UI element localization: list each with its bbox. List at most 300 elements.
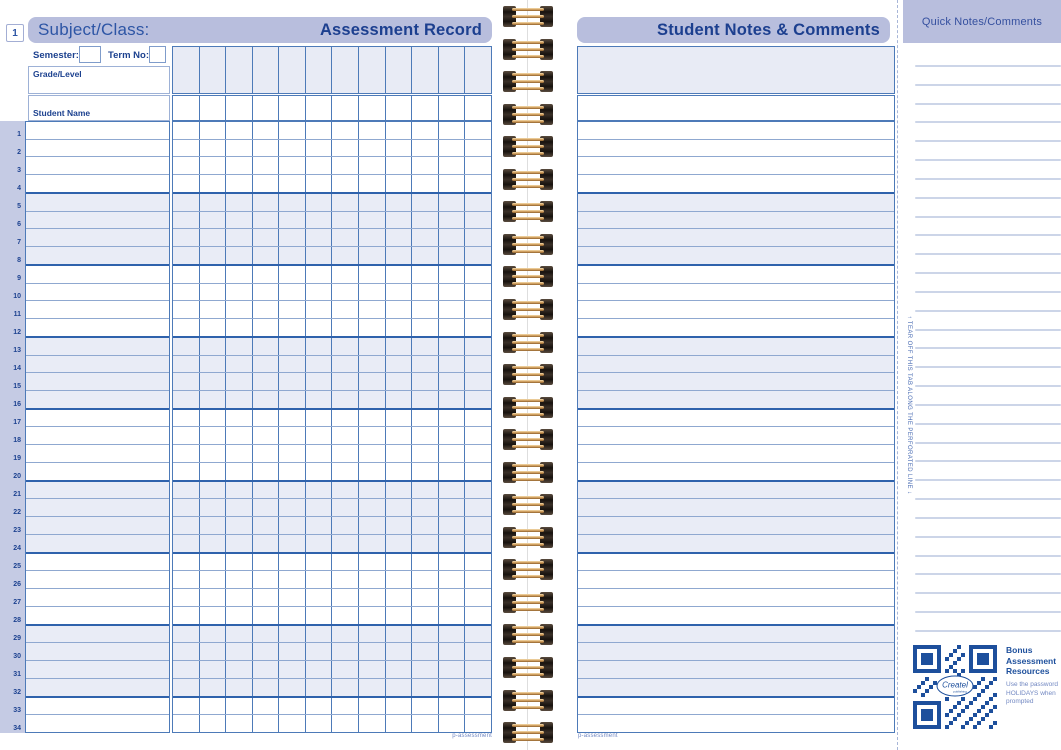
grid-cell[interactable] xyxy=(386,445,413,462)
grid-cell[interactable] xyxy=(306,427,333,444)
grid-cell[interactable] xyxy=(279,445,306,462)
grid-cell[interactable] xyxy=(200,482,227,499)
semester-input-box[interactable] xyxy=(79,46,101,63)
grid-cell[interactable] xyxy=(173,122,200,139)
grid-cell[interactable] xyxy=(332,445,359,462)
grid-cell[interactable] xyxy=(226,266,253,283)
quick-note-line[interactable] xyxy=(915,517,1061,519)
grid-cell[interactable] xyxy=(412,284,439,301)
assessment-title-cell[interactable] xyxy=(226,47,253,93)
grid-cell[interactable] xyxy=(173,247,200,264)
grid-cell[interactable] xyxy=(412,554,439,571)
grid-cell[interactable] xyxy=(253,554,280,571)
grid-cell[interactable] xyxy=(279,338,306,355)
grid-cell[interactable] xyxy=(253,535,280,552)
grid-cell[interactable] xyxy=(253,140,280,157)
grid-cell[interactable] xyxy=(386,212,413,229)
grid-cell[interactable] xyxy=(359,194,386,211)
grid-cell[interactable] xyxy=(412,356,439,373)
grid-cell[interactable] xyxy=(306,319,333,336)
grid-cell[interactable] xyxy=(253,715,280,732)
grid-cell[interactable] xyxy=(439,140,466,157)
assessment-date-cell[interactable] xyxy=(465,96,491,120)
grid-cell[interactable] xyxy=(439,229,466,246)
assessment-title-cell[interactable] xyxy=(173,47,200,93)
grid-cell[interactable] xyxy=(306,517,333,534)
quick-note-line[interactable] xyxy=(915,347,1061,349)
assessment-date-cell[interactable] xyxy=(332,96,359,120)
grid-cell[interactable] xyxy=(359,661,386,678)
quick-note-line[interactable] xyxy=(915,84,1061,86)
grid-cell[interactable] xyxy=(412,499,439,516)
grid-cell[interactable] xyxy=(412,373,439,390)
grid-cell[interactable] xyxy=(412,626,439,643)
grid-cell[interactable] xyxy=(332,517,359,534)
grid-cell[interactable] xyxy=(200,517,227,534)
grid-cell[interactable] xyxy=(200,554,227,571)
grid-cell[interactable] xyxy=(306,463,333,480)
grid-cell[interactable] xyxy=(306,157,333,174)
grid-cell[interactable] xyxy=(200,373,227,390)
grid-cell[interactable] xyxy=(200,499,227,516)
grid-cell[interactable] xyxy=(226,679,253,696)
grid-cell[interactable] xyxy=(173,373,200,390)
grid-cell[interactable] xyxy=(226,482,253,499)
grid-cell[interactable] xyxy=(439,338,466,355)
grid-cell[interactable] xyxy=(439,284,466,301)
grid-cell[interactable] xyxy=(439,175,466,192)
quick-note-line[interactable] xyxy=(915,385,1061,387)
quick-note-line[interactable] xyxy=(915,216,1061,218)
grid-cell[interactable] xyxy=(359,338,386,355)
grid-cell[interactable] xyxy=(465,445,491,462)
grid-cell[interactable] xyxy=(465,391,491,408)
grid-cell[interactable] xyxy=(439,517,466,534)
assessment-title-cell[interactable] xyxy=(386,47,413,93)
grid-cell[interactable] xyxy=(279,535,306,552)
grid-cell[interactable] xyxy=(279,229,306,246)
grid-cell[interactable] xyxy=(253,319,280,336)
quick-note-line[interactable] xyxy=(915,611,1061,613)
grid-cell[interactable] xyxy=(226,122,253,139)
grid-cell[interactable] xyxy=(465,266,491,283)
grid-cell[interactable] xyxy=(200,643,227,660)
quick-note-line[interactable] xyxy=(915,121,1061,123)
grid-cell[interactable] xyxy=(439,266,466,283)
grid-cell[interactable] xyxy=(226,427,253,444)
grid-cell[interactable] xyxy=(306,535,333,552)
assessment-title-cell[interactable] xyxy=(439,47,466,93)
grid-cell[interactable] xyxy=(465,140,491,157)
assessment-title-cell[interactable] xyxy=(412,47,439,93)
grid-cell[interactable] xyxy=(253,410,280,427)
grid-cell[interactable] xyxy=(200,698,227,715)
quick-note-line[interactable] xyxy=(915,442,1061,444)
grid-cell[interactable] xyxy=(439,373,466,390)
grid-cell[interactable] xyxy=(386,122,413,139)
grid-cell[interactable] xyxy=(173,194,200,211)
grid-cell[interactable] xyxy=(412,445,439,462)
grid-cell[interactable] xyxy=(173,266,200,283)
grid-cell[interactable] xyxy=(226,463,253,480)
grid-cell[interactable] xyxy=(386,157,413,174)
grid-cell[interactable] xyxy=(386,373,413,390)
grid-cell[interactable] xyxy=(226,194,253,211)
grid-cell[interactable] xyxy=(332,140,359,157)
grid-cell[interactable] xyxy=(412,698,439,715)
grid-cell[interactable] xyxy=(279,589,306,606)
assessment-date-cell[interactable] xyxy=(359,96,386,120)
grid-cell[interactable] xyxy=(226,247,253,264)
grid-cell[interactable] xyxy=(412,607,439,624)
grid-cell[interactable] xyxy=(173,482,200,499)
grid-cell[interactable] xyxy=(173,410,200,427)
grid-cell[interactable] xyxy=(200,122,227,139)
grid-cell[interactable] xyxy=(173,229,200,246)
grid-cell[interactable] xyxy=(359,373,386,390)
grid-cell[interactable] xyxy=(253,266,280,283)
grid-cell[interactable] xyxy=(200,356,227,373)
grid-cell[interactable] xyxy=(173,338,200,355)
grid-cell[interactable] xyxy=(332,266,359,283)
grid-cell[interactable] xyxy=(306,554,333,571)
grid-cell[interactable] xyxy=(306,571,333,588)
grid-cell[interactable] xyxy=(279,319,306,336)
grid-cell[interactable] xyxy=(465,212,491,229)
grid-cell[interactable] xyxy=(279,410,306,427)
grid-cell[interactable] xyxy=(306,589,333,606)
grid-cell[interactable] xyxy=(200,212,227,229)
grid-cell[interactable] xyxy=(306,643,333,660)
grid-cell[interactable] xyxy=(173,445,200,462)
grid-cell[interactable] xyxy=(465,463,491,480)
quick-note-line[interactable] xyxy=(915,423,1061,425)
grid-cell[interactable] xyxy=(200,715,227,732)
grid-cell[interactable] xyxy=(439,643,466,660)
grid-cell[interactable] xyxy=(386,679,413,696)
grid-cell[interactable] xyxy=(332,715,359,732)
grid-cell[interactable] xyxy=(226,157,253,174)
grid-cell[interactable] xyxy=(200,445,227,462)
grid-cell[interactable] xyxy=(332,212,359,229)
grid-cell[interactable] xyxy=(279,391,306,408)
grid-cell[interactable] xyxy=(226,626,253,643)
grid-cell[interactable] xyxy=(306,338,333,355)
grid-cell[interactable] xyxy=(332,247,359,264)
grid-cell[interactable] xyxy=(226,229,253,246)
grid-cell[interactable] xyxy=(439,391,466,408)
grid-cell[interactable] xyxy=(253,463,280,480)
student-name-field[interactable] xyxy=(28,95,170,121)
assessment-date-cell[interactable] xyxy=(386,96,413,120)
assessment-title-cell[interactable] xyxy=(359,47,386,93)
grid-cell[interactable] xyxy=(173,391,200,408)
grid-cell[interactable] xyxy=(253,643,280,660)
grid-cell[interactable] xyxy=(279,266,306,283)
grid-cell[interactable] xyxy=(412,571,439,588)
grid-cell[interactable] xyxy=(306,122,333,139)
grid-cell[interactable] xyxy=(332,535,359,552)
assessment-date-cell[interactable] xyxy=(306,96,333,120)
grid-cell[interactable] xyxy=(226,589,253,606)
grid-cell[interactable] xyxy=(306,212,333,229)
grid-cell[interactable] xyxy=(359,715,386,732)
grid-cell[interactable] xyxy=(279,194,306,211)
grid-cell[interactable] xyxy=(253,301,280,318)
grid-cell[interactable] xyxy=(200,229,227,246)
assessment-title-cell[interactable] xyxy=(253,47,280,93)
grid-cell[interactable] xyxy=(465,122,491,139)
grid-cell[interactable] xyxy=(359,589,386,606)
quick-note-line[interactable] xyxy=(915,291,1061,293)
grid-cell[interactable] xyxy=(386,607,413,624)
grid-cell[interactable] xyxy=(253,482,280,499)
grid-cell[interactable] xyxy=(465,535,491,552)
grid-cell[interactable] xyxy=(386,499,413,516)
grid-cell[interactable] xyxy=(173,499,200,516)
grid-cell[interactable] xyxy=(226,715,253,732)
grid-cell[interactable] xyxy=(226,284,253,301)
quick-note-line[interactable] xyxy=(915,103,1061,105)
grid-cell[interactable] xyxy=(386,715,413,732)
grid-cell[interactable] xyxy=(253,391,280,408)
grid-cell[interactable] xyxy=(412,122,439,139)
grid-cell[interactable] xyxy=(200,194,227,211)
grid-cell[interactable] xyxy=(359,122,386,139)
grid-cell[interactable] xyxy=(412,589,439,606)
grid-cell[interactable] xyxy=(253,194,280,211)
grid-cell[interactable] xyxy=(439,319,466,336)
grid-cell[interactable] xyxy=(412,410,439,427)
grid-cell[interactable] xyxy=(465,482,491,499)
grid-cell[interactable] xyxy=(386,427,413,444)
grid-cell[interactable] xyxy=(465,175,491,192)
grid-cell[interactable] xyxy=(359,571,386,588)
grid-cell[interactable] xyxy=(279,157,306,174)
grid-cell[interactable] xyxy=(173,607,200,624)
grid-cell[interactable] xyxy=(439,356,466,373)
grid-cell[interactable] xyxy=(306,356,333,373)
grid-cell[interactable] xyxy=(306,266,333,283)
grid-cell[interactable] xyxy=(439,212,466,229)
assessment-date-cell[interactable] xyxy=(412,96,439,120)
grid-cell[interactable] xyxy=(253,661,280,678)
grid-cell[interactable] xyxy=(412,140,439,157)
grid-cell[interactable] xyxy=(200,140,227,157)
grid-cell[interactable] xyxy=(279,301,306,318)
grid-cell[interactable] xyxy=(226,499,253,516)
grid-cell[interactable] xyxy=(253,499,280,516)
grid-cell[interactable] xyxy=(465,571,491,588)
grid-cell[interactable] xyxy=(412,338,439,355)
grid-cell[interactable] xyxy=(253,212,280,229)
grid-cell[interactable] xyxy=(200,571,227,588)
grid-cell[interactable] xyxy=(465,427,491,444)
grid-cell[interactable] xyxy=(412,175,439,192)
grid-cell[interactable] xyxy=(465,661,491,678)
grid-cell[interactable] xyxy=(253,157,280,174)
grid-cell[interactable] xyxy=(439,427,466,444)
grid-cell[interactable] xyxy=(253,247,280,264)
grid-cell[interactable] xyxy=(200,535,227,552)
grid-cell[interactable] xyxy=(332,554,359,571)
grid-cell[interactable] xyxy=(200,607,227,624)
grid-cell[interactable] xyxy=(386,247,413,264)
grid-cell[interactable] xyxy=(359,607,386,624)
grid-cell[interactable] xyxy=(200,589,227,606)
term-no-input-box[interactable] xyxy=(149,46,166,63)
assessment-date-cell[interactable] xyxy=(173,96,200,120)
grid-cell[interactable] xyxy=(226,643,253,660)
grid-cell[interactable] xyxy=(439,157,466,174)
grid-cell[interactable] xyxy=(279,554,306,571)
grid-cell[interactable] xyxy=(279,517,306,534)
grid-cell[interactable] xyxy=(253,373,280,390)
grid-cell[interactable] xyxy=(465,157,491,174)
grid-cell[interactable] xyxy=(226,391,253,408)
grid-cell[interactable] xyxy=(306,482,333,499)
grid-cell[interactable] xyxy=(359,679,386,696)
grid-cell[interactable] xyxy=(332,373,359,390)
grid-cell[interactable] xyxy=(386,661,413,678)
grid-cell[interactable] xyxy=(386,301,413,318)
grid-cell[interactable] xyxy=(226,410,253,427)
grid-cell[interactable] xyxy=(465,626,491,643)
grid-cell[interactable] xyxy=(439,301,466,318)
grid-cell[interactable] xyxy=(200,427,227,444)
grid-cell[interactable] xyxy=(465,517,491,534)
grid-cell[interactable] xyxy=(412,212,439,229)
grid-cell[interactable] xyxy=(332,607,359,624)
grid-cell[interactable] xyxy=(439,626,466,643)
grid-cell[interactable] xyxy=(332,482,359,499)
assessment-title-cell[interactable] xyxy=(200,47,227,93)
grid-cell[interactable] xyxy=(465,338,491,355)
grid-cell[interactable] xyxy=(226,661,253,678)
grid-cell[interactable] xyxy=(465,554,491,571)
grid-cell[interactable] xyxy=(173,175,200,192)
grid-cell[interactable] xyxy=(173,535,200,552)
grid-cell[interactable] xyxy=(412,643,439,660)
grid-cell[interactable] xyxy=(226,571,253,588)
grid-cell[interactable] xyxy=(200,157,227,174)
grid-cell[interactable] xyxy=(253,122,280,139)
quick-note-line[interactable] xyxy=(915,310,1061,312)
grid-cell[interactable] xyxy=(412,391,439,408)
grid-cell[interactable] xyxy=(306,410,333,427)
assessment-title-cell[interactable] xyxy=(465,47,491,93)
grid-cell[interactable] xyxy=(253,445,280,462)
grid-cell[interactable] xyxy=(359,229,386,246)
grid-cell[interactable] xyxy=(200,338,227,355)
grid-cell[interactable] xyxy=(253,338,280,355)
grid-cell[interactable] xyxy=(439,607,466,624)
grid-cell[interactable] xyxy=(173,319,200,336)
quick-note-line[interactable] xyxy=(915,592,1061,594)
quick-note-line[interactable] xyxy=(915,555,1061,557)
grid-cell[interactable] xyxy=(359,391,386,408)
grid-cell[interactable] xyxy=(439,445,466,462)
grid-cell[interactable] xyxy=(279,643,306,660)
grid-cell[interactable] xyxy=(200,391,227,408)
grid-cell[interactable] xyxy=(359,175,386,192)
grid-cell[interactable] xyxy=(359,301,386,318)
grid-cell[interactable] xyxy=(279,140,306,157)
grid-cell[interactable] xyxy=(386,175,413,192)
grid-cell[interactable] xyxy=(306,175,333,192)
grid-cell[interactable] xyxy=(386,643,413,660)
grid-cell[interactable] xyxy=(386,698,413,715)
grid-cell[interactable] xyxy=(173,212,200,229)
grid-cell[interactable] xyxy=(173,715,200,732)
grid-cell[interactable] xyxy=(279,626,306,643)
grid-cell[interactable] xyxy=(226,554,253,571)
grid-cell[interactable] xyxy=(200,679,227,696)
grid-cell[interactable] xyxy=(279,356,306,373)
quick-note-line[interactable] xyxy=(915,159,1061,161)
grid-cell[interactable] xyxy=(439,482,466,499)
grid-cell[interactable] xyxy=(173,463,200,480)
grid-cell[interactable] xyxy=(173,157,200,174)
grid-cell[interactable] xyxy=(439,122,466,139)
grid-cell[interactable] xyxy=(465,301,491,318)
grid-cell[interactable] xyxy=(279,679,306,696)
grid-cell[interactable] xyxy=(359,626,386,643)
assessment-date-cell[interactable] xyxy=(253,96,280,120)
grid-cell[interactable] xyxy=(306,247,333,264)
grid-cell[interactable] xyxy=(226,373,253,390)
grid-cell[interactable] xyxy=(465,679,491,696)
grid-cell[interactable] xyxy=(412,661,439,678)
assessment-date-cell[interactable] xyxy=(200,96,227,120)
grid-cell[interactable] xyxy=(306,284,333,301)
grid-cell[interactable] xyxy=(173,698,200,715)
grid-cell[interactable] xyxy=(412,463,439,480)
quick-note-line[interactable] xyxy=(915,479,1061,481)
grid-cell[interactable] xyxy=(465,319,491,336)
grid-cell[interactable] xyxy=(200,626,227,643)
grid-cell[interactable] xyxy=(226,140,253,157)
grid-cell[interactable] xyxy=(332,122,359,139)
grid-cell[interactable] xyxy=(412,157,439,174)
grid-cell[interactable] xyxy=(279,284,306,301)
grid-cell[interactable] xyxy=(279,698,306,715)
grid-cell[interactable] xyxy=(465,247,491,264)
grid-cell[interactable] xyxy=(173,626,200,643)
assessment-date-cell[interactable] xyxy=(279,96,306,120)
grid-cell[interactable] xyxy=(386,229,413,246)
grid-cell[interactable] xyxy=(173,517,200,534)
grid-cell[interactable] xyxy=(359,212,386,229)
grid-cell[interactable] xyxy=(439,679,466,696)
grid-cell[interactable] xyxy=(226,698,253,715)
grid-cell[interactable] xyxy=(253,175,280,192)
grid-cell[interactable] xyxy=(386,535,413,552)
grid-cell[interactable] xyxy=(279,122,306,139)
grid-cell[interactable] xyxy=(200,661,227,678)
grid-cell[interactable] xyxy=(439,554,466,571)
quick-note-line[interactable] xyxy=(915,65,1061,67)
grid-cell[interactable] xyxy=(412,266,439,283)
quick-note-line[interactable] xyxy=(915,253,1061,255)
grid-cell[interactable] xyxy=(439,194,466,211)
grid-cell[interactable] xyxy=(412,229,439,246)
grid-cell[interactable] xyxy=(332,338,359,355)
grid-cell[interactable] xyxy=(465,356,491,373)
grid-cell[interactable] xyxy=(332,499,359,516)
grid-cell[interactable] xyxy=(253,607,280,624)
quick-note-line[interactable] xyxy=(915,573,1061,575)
